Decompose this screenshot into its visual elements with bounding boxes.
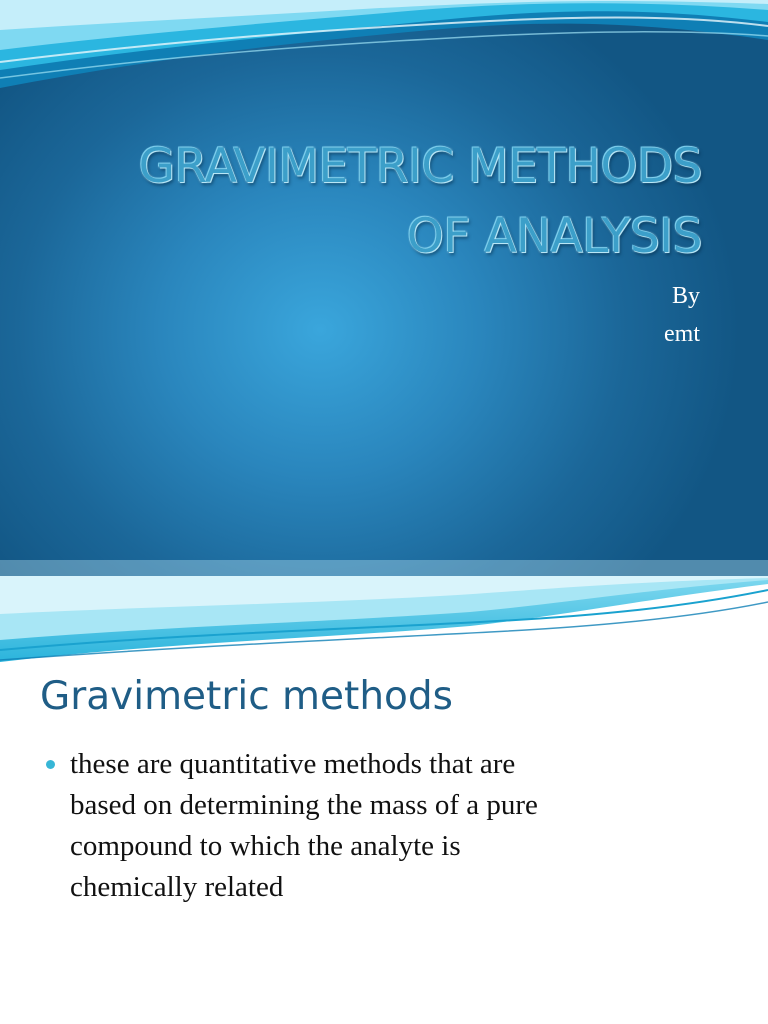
decorative-wave-top xyxy=(0,0,768,100)
decorative-wave-bottom xyxy=(0,560,768,576)
byline xyxy=(664,277,700,353)
byline-line-2: emt xyxy=(664,321,700,347)
bullet-text: these are quantitative methods that are based on determining the mass of a pure compound to which the analyte is chemically related xyxy=(70,748,538,903)
bullet-item xyxy=(46,744,686,908)
byline-line-1: By xyxy=(671,283,700,309)
presentation-title xyxy=(42,132,702,272)
decorative-wave-top-2 xyxy=(0,576,768,668)
title-line-2: OF ANALYSIS xyxy=(406,209,702,264)
slide-heading: Gravimetric methods xyxy=(40,674,453,719)
title-line-1: GRAVIMETRIC METHODS xyxy=(138,139,702,194)
bullet-dot-icon xyxy=(46,760,55,769)
content-slide xyxy=(0,576,768,1024)
